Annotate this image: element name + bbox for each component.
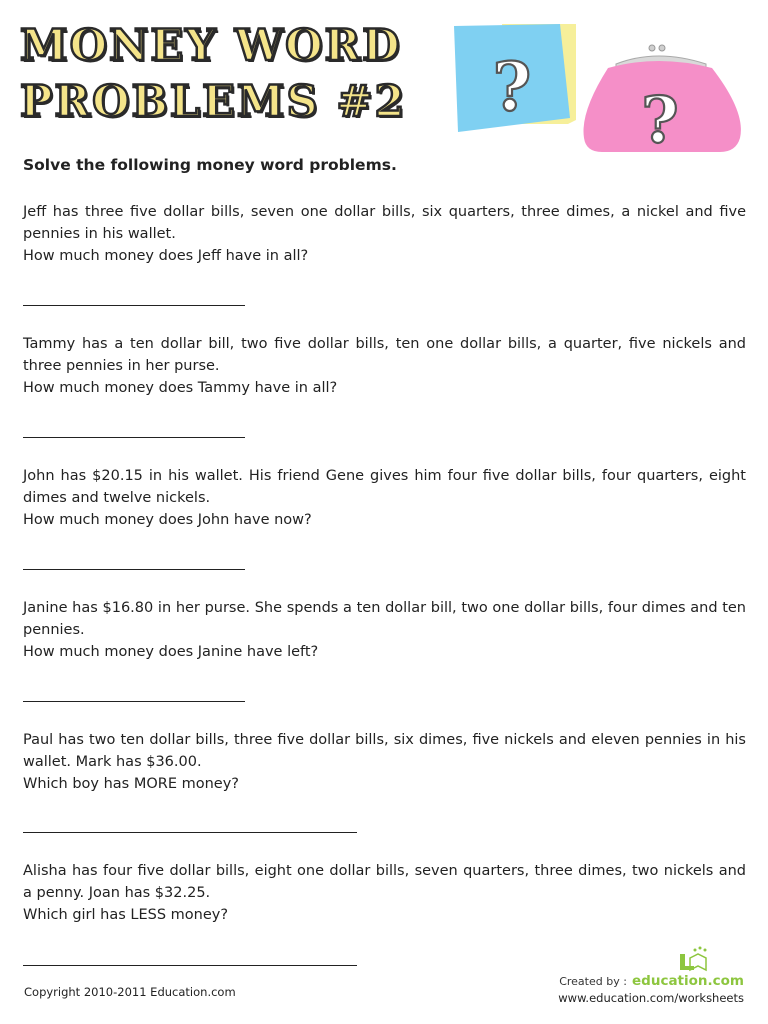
created-by-label: Created by : xyxy=(559,975,627,988)
answer-line-1[interactable] xyxy=(23,305,245,306)
problem-question: Which boy has MORE money? xyxy=(23,776,239,792)
problem-question: How much money does Janine have left? xyxy=(23,644,319,660)
wallet-question-icon xyxy=(450,20,580,150)
problem-6 xyxy=(23,860,746,926)
purse-question-icon xyxy=(580,42,746,154)
problem-question: How much money does Tammy have in all? xyxy=(23,380,338,396)
brand-name[interactable]: education.com xyxy=(632,973,744,989)
svg-text:?: ? xyxy=(492,48,532,126)
answer-line-5[interactable] xyxy=(23,832,357,833)
instructions: Solve the following money word problems. xyxy=(23,156,397,174)
worksheet-title xyxy=(20,18,450,130)
svg-text:?: ? xyxy=(641,83,679,154)
problem-text: Alisha has four five dollar bills, eight one dollar bills, seven quarters, three dimes, two nickels and a penny. Joan has $32.25. xyxy=(23,863,746,901)
title-line-2: PROBLEMS #2 xyxy=(20,77,407,127)
problem-1 xyxy=(23,201,746,267)
problem-text: John has $20.15 in his wallet. His friend Gene gives him four five dollar bills, four quarters, eight dimes and twelve nickels. xyxy=(23,468,746,506)
problem-3 xyxy=(23,465,746,531)
problem-4 xyxy=(23,597,746,663)
problem-question: How much money does John have now? xyxy=(23,512,312,528)
answer-line-3[interactable] xyxy=(23,569,245,570)
title-line-1: MONEY WORD xyxy=(20,21,402,71)
answer-line-2[interactable] xyxy=(23,437,245,438)
problem-question: Which girl has LESS money? xyxy=(23,907,229,923)
problem-text: Janine has $16.80 in her purse. She spends a ten dollar bill, two one dollar bills, four dimes and ten pennies. xyxy=(23,600,746,638)
problem-text: Jeff has three five dollar bills, seven one dollar bills, six quarters, three dimes, a nickel and five pennies in his wallet. xyxy=(23,204,746,242)
problem-text: Tammy has a ten dollar bill, two five dollar bills, ten one dollar bills, a quarter, five nickels and three pennies in her purse. xyxy=(23,336,746,374)
worksheets-url[interactable]: www.education.com/worksheets xyxy=(558,991,744,1005)
answer-line-6[interactable] xyxy=(23,965,357,966)
problem-question: How much money does Jeff have in all? xyxy=(23,248,309,264)
problem-2 xyxy=(23,333,746,399)
copyright-text: Copyright 2010-2011 Education.com xyxy=(24,985,236,999)
credit-block xyxy=(558,970,744,1005)
problem-5 xyxy=(23,729,746,795)
answer-line-4[interactable] xyxy=(23,701,245,702)
problem-text: Paul has two ten dollar bills, three five dollar bills, six dimes, five nickels and eleven pennies in his wallet. Mark has $36.00. xyxy=(23,732,746,770)
